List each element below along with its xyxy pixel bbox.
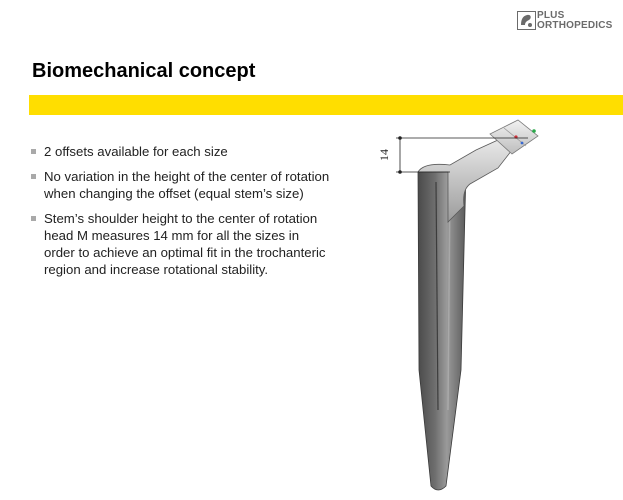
center-marker-green bbox=[532, 129, 536, 133]
bullet-item bbox=[30, 143, 330, 160]
bullet-list bbox=[30, 143, 330, 286]
center-marker-blue bbox=[521, 142, 524, 145]
bullet-square-icon bbox=[31, 174, 36, 179]
bullet-item bbox=[30, 210, 330, 278]
bullet-square-icon bbox=[31, 216, 36, 221]
logo-mark-icon bbox=[517, 11, 536, 30]
stem-body bbox=[418, 170, 466, 490]
logo-text-orthopedics: ORTHOPEDICS bbox=[537, 20, 613, 31]
hip-stem-illustration bbox=[366, 110, 556, 500]
dimension-label: 14 bbox=[377, 149, 391, 161]
bullet-item bbox=[30, 168, 330, 202]
bullet-square-icon bbox=[31, 149, 36, 154]
dimension-dot-bottom bbox=[398, 170, 402, 174]
logo-text-plus: PLUS bbox=[537, 10, 565, 21]
company-logo bbox=[517, 10, 617, 32]
dimension-dot-top bbox=[398, 136, 402, 140]
bullet-text: Stem’s shoulder height to the center of rotation head M measures 14 mm for all the sizes in order to achieve an optimal fit in the trochanteric region and increase rotational stability. bbox=[44, 211, 326, 277]
bullet-text: No variation in the height of the center of rotation when changing the offset (equal stem’s size) bbox=[44, 169, 330, 201]
bullet-text: 2 offsets available for each size bbox=[44, 144, 228, 159]
slide-title: Biomechanical concept bbox=[32, 60, 256, 82]
